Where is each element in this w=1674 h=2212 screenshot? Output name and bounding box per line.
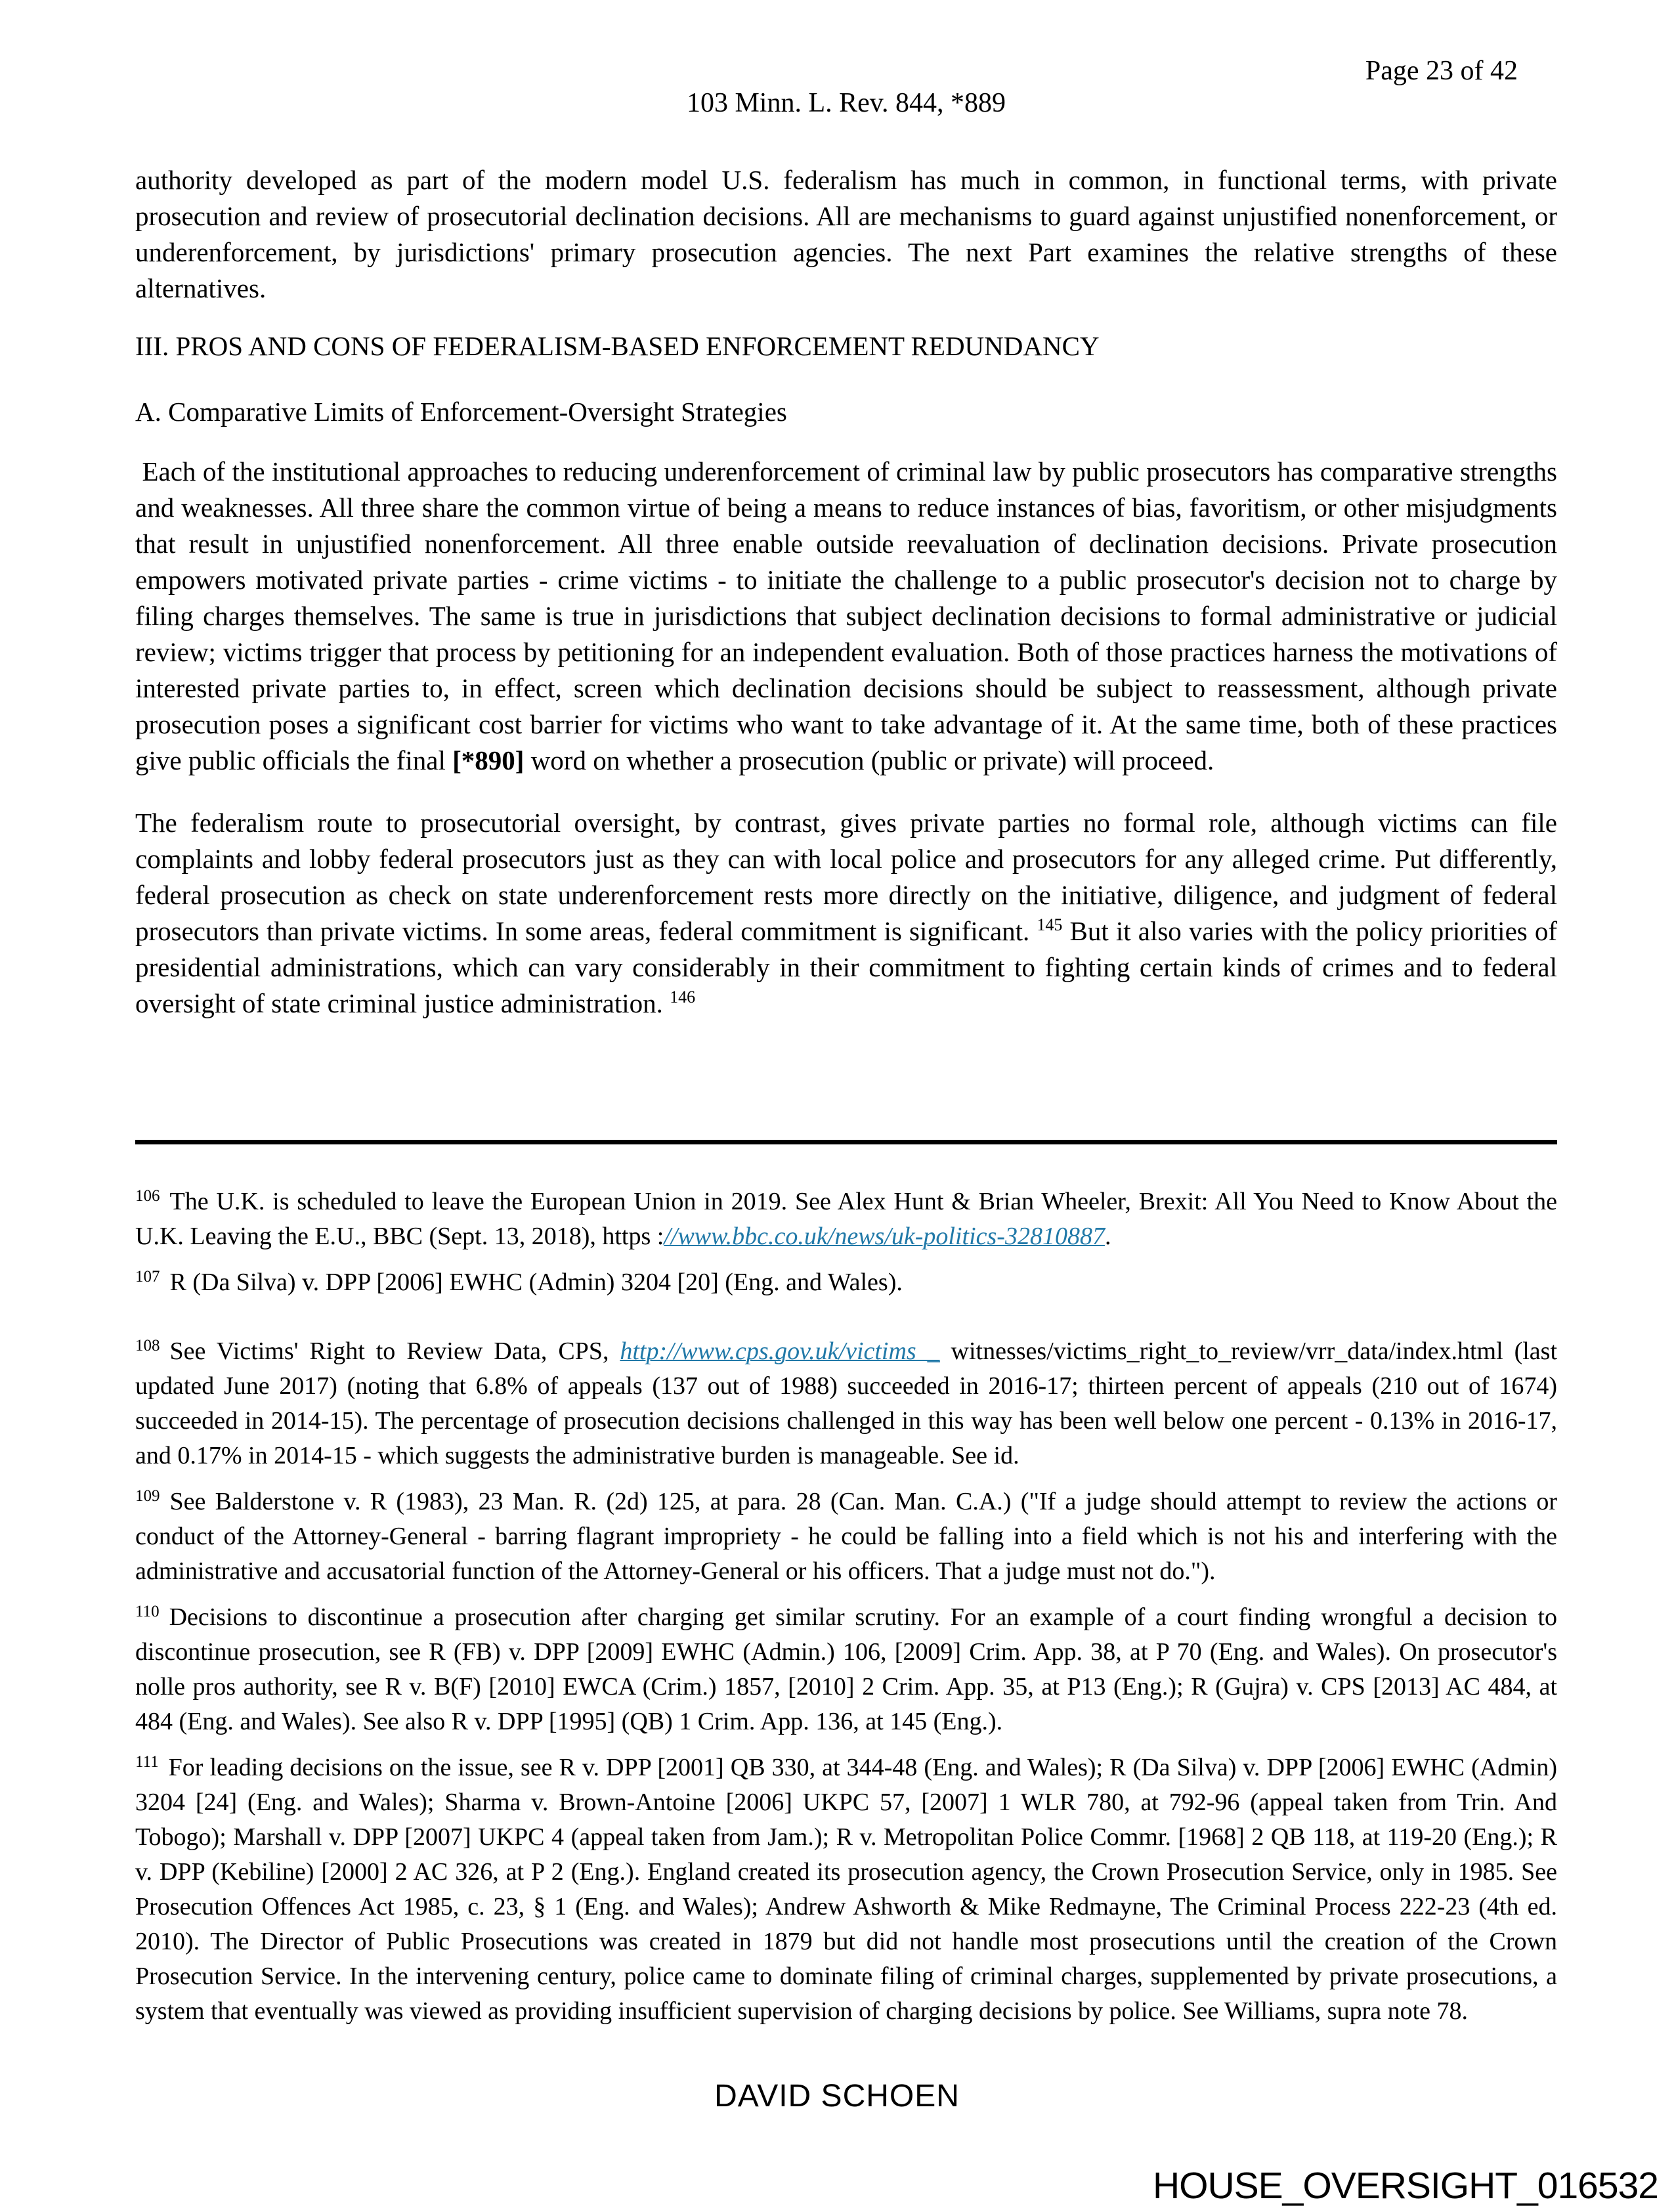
- footnote-text: See Balderstone v. R (1983), 23 Man. R. (2d) 125, at para. 28 (Can. Man. C.A.) ("If a judge should attempt to review the actions or conduct of the Attorney-General - barring flagrant impropriety - he could be falling into a field which is not his and interfering with the administrative and accusatorial function of the Attorney-General or his officers. That a judge must not do.").: [135, 1488, 1557, 1585]
- footnote-number: 109: [135, 1487, 160, 1505]
- body-paragraph-3: [135, 805, 1557, 1022]
- page-break-marker: [*890]: [452, 745, 525, 775]
- footnote-109: [135, 1485, 1557, 1589]
- footnote-107: [135, 1265, 1557, 1300]
- footnote-text: witnesses/victims_right_to_review/vrr_data/index.html (last updated June 2017) (noting that 6.8% of appeals (137 out of 1988) succeeded in 2016-17; thirteen percent of appeals (210 out of 1674) succeeded in 2014-15). The percentage of prosecution decisions challenged in this way has been well below one percent - 0.13% in 2016-17, and 0.17% in 2014-15 - which suggests the administrative burden is manageable. See id.: [135, 1337, 1557, 1469]
- section-heading: III. PROS AND CONS OF FEDERALISM-BASED ENFORCEMENT REDUNDANCY: [135, 331, 1100, 361]
- footnote-text: .: [1104, 1223, 1111, 1250]
- bates-stamp: HOUSE_OVERSIGHT_016532: [1152, 2165, 1658, 2207]
- footnote-number: 108: [135, 1337, 160, 1355]
- footnote-text: For leading decisions on the issue, see R v. DPP [2001] QB 330, at 344-48 (Eng. and Wales); R (Da Silva) v. DPP [2006] EWHC (Admin) 3204 [24] (Eng. and Wales); Sharma v. Brown-Antoine [2006] UKPC 57, [2007] 1 WLR 780, at 792-96 (appeal taken from Trin. And Tobogo); Marshall v. DPP [2007] UKPC 4 (appeal taken from Jam.); R v. Metropolitan Police Commr. [1968] 2 QB 118, at 119-20 (Eng.); R v. DPP (Kebiline) [2000] 2 AC 326, at P 2 (Eng.). England created its prosecution agency, the Crown Prosecution Service, only in 1985. See Prosecution Offences Act 1985, c. 23, § 1 (Eng. and Wales); Andrew Ashworth & Mike Redmayne, The Criminal Process 222-23 (4th ed. 2010). The Director of Public Prosecutions was created in 1879 but did not handle most prosecutions until the creation of the Crown Prosecution Service. In the intervening century, police came to dominate filing of criminal charges, supplemented by private prosecutions, a system that eventually was viewed as providing insufficient supervision of charging decisions by police. See Williams, supra note 78.: [135, 1754, 1557, 2025]
- footnote-106-hyperlink[interactable]: //www.bbc.co.uk/news/uk-politics-32810887: [664, 1223, 1105, 1250]
- footnote-text: R (Da Silva) v. DPP [2006] EWHC (Admin) 3204 [20] (Eng. and Wales).: [169, 1269, 903, 1296]
- body-paragraph-1: authority developed as part of the modern model U.S. federalism has much in common, in functional terms, with private prosecution and review of prosecutorial declination decisions. All are mechanisms to guard against unjustified nonenforcement, or underenforcement, by jurisdictions' primary prosecution agencies. The next Part examines the relative strengths of these alternatives.: [135, 165, 1557, 303]
- footnote-number: 107: [135, 1268, 160, 1286]
- footer-name: DAVID SCHOEN: [714, 2079, 960, 2114]
- subsection-heading: A. Comparative Limits of Enforcement-Oversight Strategies: [135, 397, 787, 427]
- page-number: Page 23 of 42: [1365, 56, 1518, 86]
- footnote-text: The U.K. is scheduled to leave the European Union in 2019. See Alex Hunt & Brian Wheeler, Brexit: All You Need to Know About the U.K. Leaving the E.U., BBC (Sept. 13, 2018), https :: [135, 1188, 1557, 1250]
- footnote-106: [135, 1184, 1557, 1254]
- footnote-108-hyperlink[interactable]: http://www.cps.gov.uk/victims _: [620, 1337, 940, 1365]
- footnote-separator: [135, 1140, 1557, 1144]
- footnote-number: 111: [135, 1753, 159, 1771]
- footnote-110: [135, 1600, 1557, 1739]
- footnote-text: Decisions to discontinue a prosecution after charging get similar scrutiny. For an example of a court finding wrongful a decision to discontinue prosecution, see R (FB) v. DPP [2009] EWHC (Admin.) 106, [2009] Crim. App. 38, at P 70 (Eng. and Wales). On prosecutor's nolle pros authority, see R v. B(F) [2010] EWCA (Crim.) 1857, [2010] 2 Crim. App. 35, at P13 (Eng.); R (Gujra) v. CPS [2013] AC 484, at 484 (Eng. and Wales). See also R v. DPP [1995] (QB) 1 Crim. App. 136, at 145 (Eng.).: [135, 1603, 1557, 1735]
- footnote-number: 106: [135, 1187, 160, 1205]
- paragraph-text: Each of the institutional approaches to reducing underenforcement of criminal law by public prosecutors has comparative strengths and weaknesses. All three share the common virtue of being a means to reduce instances of bias, favoritism, or other misjudgments that result in unjustified nonenforcement. All three enable outside reevaluation of declination decisions. Private prosecution empowers motivated private parties - crime victims - to initiate the challenge to a public prosecutor's decision not to charge by filing charges themselves. The same is true in jurisdictions that subject declination decisions to formal administrative or judicial review; victims trigger that process by petitioning for an independent evaluation. Both of those practices harness the motivations of interested private parties to, in effect, screen which declination decisions should be subject to reassessment, although private prosecution poses a significant cost barrier for victims who want to take advantage of it. At the same time, both of these practices give public officials the final: [135, 456, 1557, 775]
- paragraph-text: The federalism route to prosecutorial oversight, by contrast, gives private parties no formal role, although victims can file complaints and lobby federal prosecutors just as they can with local police and prosecutors for any alleged crime. Put differently, federal prosecution as check on state underenforcement rests more directly on the initiative, diligence, and judgment of federal prosecutors than private victims. In some areas, federal commitment is significant.: [135, 808, 1557, 946]
- footnote-text: See Victims' Right to Review Data, CPS,: [169, 1337, 620, 1365]
- paragraph-text: But it also varies with the policy priorities of presidential administrations, which can vary considerably in their commitment to fighting certain kinds of crimes and to federal oversight of state criminal justice administration.: [135, 916, 1557, 1018]
- footnote-number: 110: [135, 1603, 160, 1620]
- footnote-111: [135, 1750, 1557, 2029]
- footnote-108: [135, 1334, 1557, 1473]
- footnote-ref-145: 145: [1037, 915, 1063, 934]
- page-content: [135, 0, 1557, 2040]
- paragraph-text: word on whether a prosecution (public or private) will proceed.: [524, 745, 1214, 775]
- body-paragraph-2: [135, 454, 1557, 779]
- footnote-ref-146: 146: [670, 987, 696, 1007]
- citation-header: 103 Minn. L. Rev. 844, *889: [686, 88, 1006, 118]
